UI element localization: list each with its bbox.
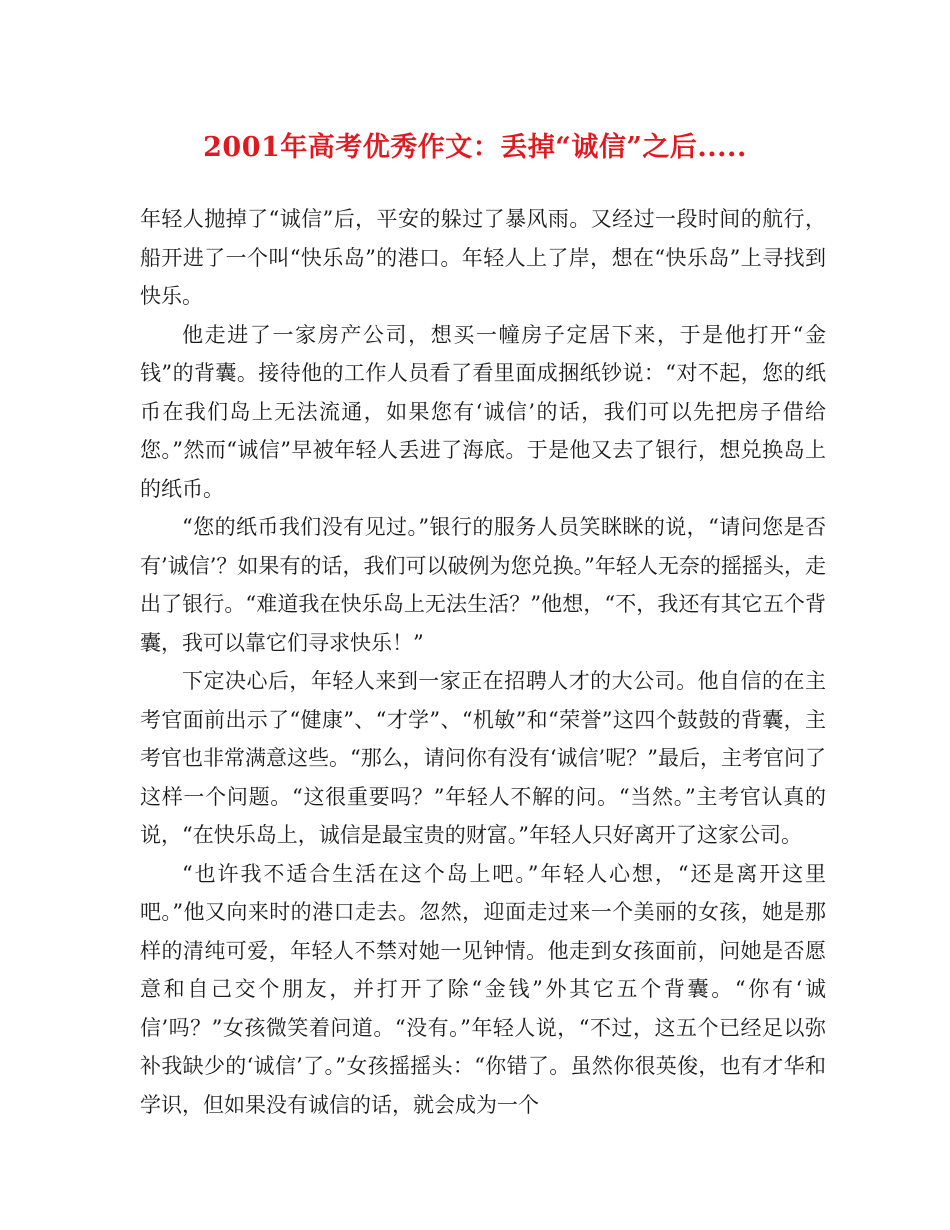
paragraph-2: 他走进了一家房产公司，想买一幢房子定居下来，于是他打开“金钱”的背囊。接待他的工作人员看了看里面成捆纸钞说：“对不起，您的纸币在我们岛上无法流通，如果您有‘诚信’的话，我们可以先把房子借给您。”然而“诚信”早被年轻人丢进了海底。于是他又去了银行，想兑换岛上的纸币。 xyxy=(140,322,826,501)
paragraph-3: “您的纸币我们没有见过。”银行的服务人员笑眯眯的说，“请问您是否有’诚信’？如果有的话，我们可以破例为您兑换。”年轻人无奈的摇摇头，走出了银行。“难道我在快乐岛上无法生活？”他想，“不，我还有其它五个背囊，我可以靠它们寻求快乐！” xyxy=(140,515,826,655)
document-body xyxy=(140,200,826,1124)
paragraph-5: “也许我不适合生活在这个岛上吧。”年轻人心想，“还是离开这里吧。”他又向来时的港口走去。忽然，迎面走过来一个美丽的女孩，她是那样的清纯可爱，年轻人不禁对她一见钟情。他走到女孩面前，问她是否愿意和自己交个朋友，并打开了除“金钱”外其它五个背囊。“你有‘诚信’吗？”女孩微笑着问道。“没有。”年轻人说，“不过，这五个已经足以弥补我缺少的‘诚信’了。”女孩摇摇头：“你错了。虽然你很英俊，也有才华和学识，但如果没有诚信的话，就会成为一个 xyxy=(140,861,826,1117)
document-title: 2001年高考优秀作文：丢掉“诚信”之后..... xyxy=(203,132,747,163)
paragraph-1: 年轻人抛掉了“诚信”后，平安的躲过了暴风雨。又经过一段时间的航行，船开进了一个叫“快乐岛”的港口。年轻人上了岸，想在“快乐岛”上寻找到快乐。 xyxy=(140,207,826,308)
paragraph-4: 下定决心后，年轻人来到一家正在招聘人才的大公司。他自信的在主考官面前出示了“健康”、“才学”、“机敏”和“荣誉”这四个鼓鼓的背囊，主考官也非常满意这些。“那么，请问你有没有‘诚信’呢？”最后，主考官问了这样一个问题。“这很重要吗？”年轻人不解的问。“当然。”主考官认真的说，“在快乐岛上，诚信是最宝贵的财富。”年轻人只好离开了这家公司。 xyxy=(140,669,826,847)
